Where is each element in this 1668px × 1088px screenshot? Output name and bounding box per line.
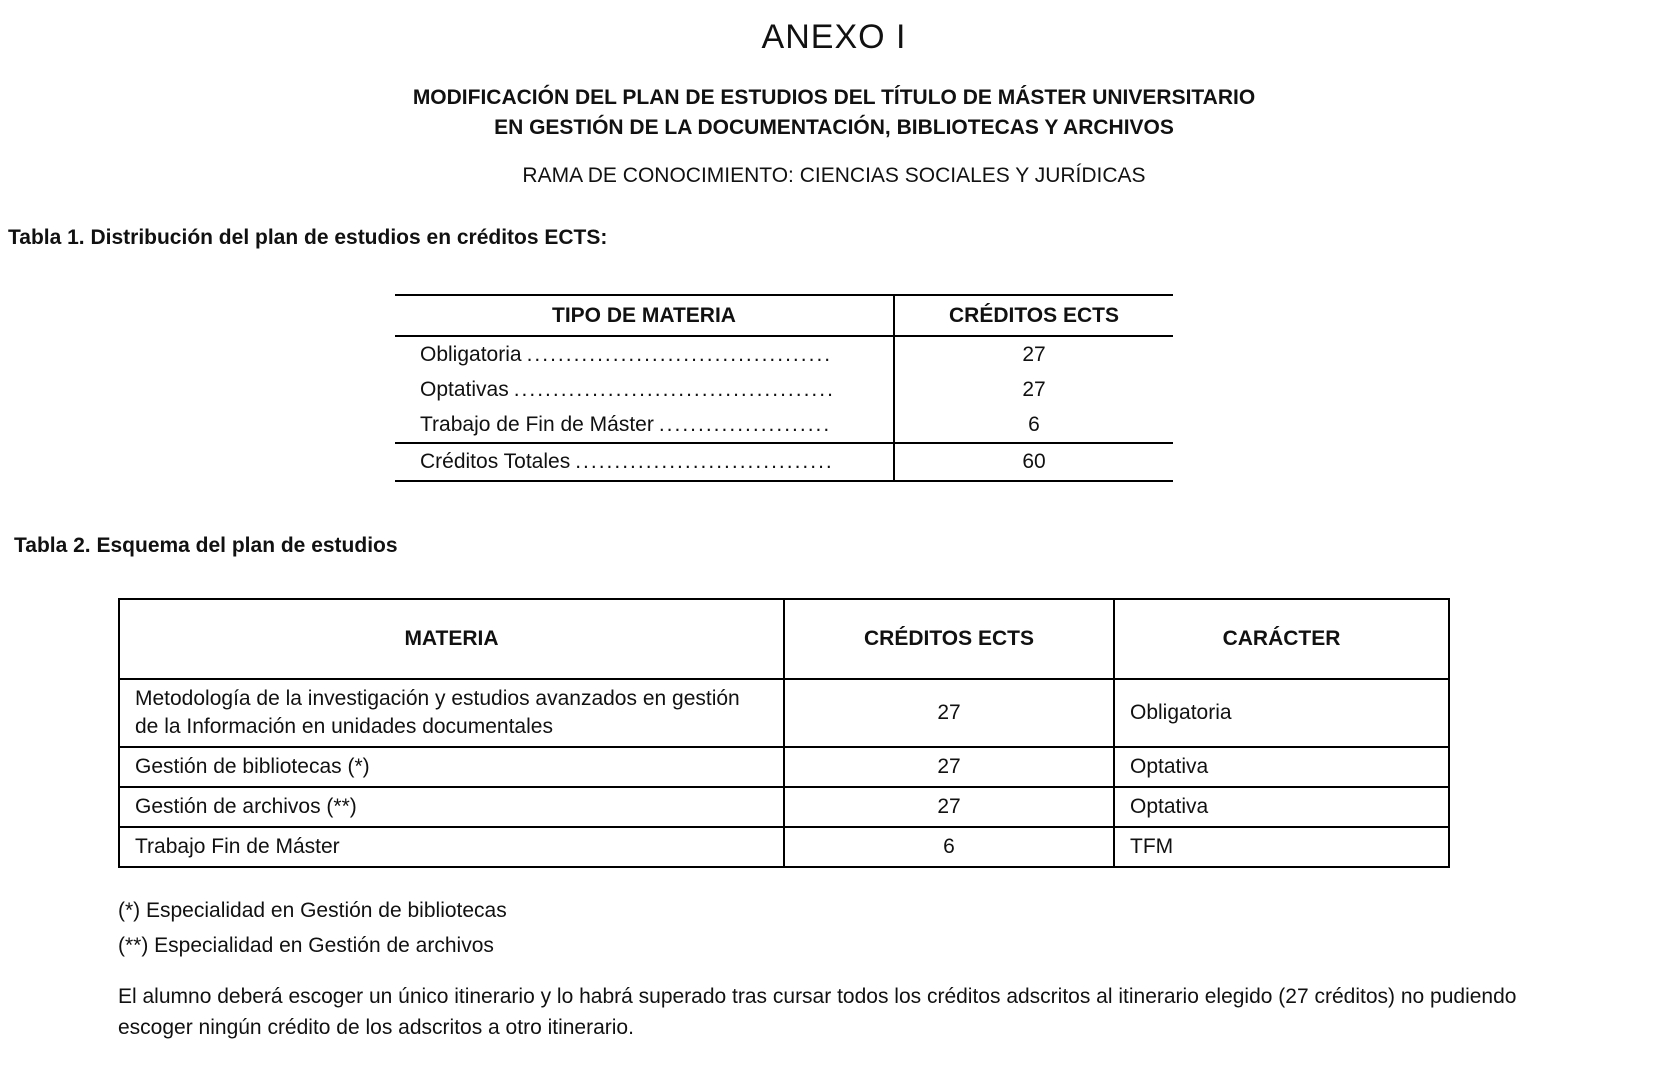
table-row <box>395 372 1173 407</box>
table-row <box>395 407 1173 442</box>
row-label: Obligatoria <box>420 342 522 366</box>
table-row <box>395 337 1173 372</box>
cell-caracter: Obligatoria <box>1114 679 1449 747</box>
document-subtitle <box>0 83 1668 143</box>
cell-caracter: Optativa <box>1114 747 1449 787</box>
table2 <box>118 598 1450 868</box>
row-label: Créditos Totales <box>420 450 571 473</box>
table2-header-creditos-ects: CRÉDITOS ECTS <box>784 599 1114 679</box>
table1-cell-value: 6 <box>1028 412 1040 436</box>
cell-caracter: TFM <box>1114 827 1449 867</box>
cell-creditos: 27 <box>784 747 1114 787</box>
subtitle-line-2: EN GESTIÓN DE LA DOCUMENTACIÓN, BIBLIOTECAS Y ARCHIVOS <box>494 116 1174 139</box>
table2-caption: Tabla 2. Esquema del plan de estudios <box>14 534 398 557</box>
cell-materia: Metodología de la investigación y estudios avanzados en gestión de la Información en unidades documentales <box>119 679 784 747</box>
table1-cell-label <box>395 444 895 480</box>
table1 <box>395 294 1173 482</box>
footnote-archivos: (**) Especialidad en Gestión de archivos <box>118 934 494 957</box>
table2-header-caracter: CARÁCTER <box>1114 599 1449 679</box>
dot-leader <box>575 450 833 474</box>
table1-cell-value: 27 <box>1022 377 1046 401</box>
cell-materia: Trabajo Fin de Máster <box>119 827 784 867</box>
knowledge-branch-line: RAMA DE CONOCIMIENTO: CIENCIAS SOCIALES Y JURÍDICAS <box>522 164 1146 187</box>
dot-leader <box>527 343 833 367</box>
cell-materia: Gestión de archivos (**) <box>119 787 784 827</box>
footnotes <box>118 900 1668 957</box>
table2-header-row <box>119 599 1449 679</box>
table1-header-tipo-de-materia: TIPO DE MATERIA <box>395 296 895 335</box>
cell-materia: Gestión de bibliotecas (*) <box>119 747 784 787</box>
table1-cell-value: 60 <box>1022 450 1046 473</box>
table1-cell-label <box>395 337 895 372</box>
table-row <box>119 679 1449 747</box>
row-label: Optativas <box>420 377 509 401</box>
page-title: ANEXO I <box>761 18 907 56</box>
table-row <box>119 747 1449 787</box>
table-row <box>119 827 1449 867</box>
closing-paragraph: El alumno deberá escoger un único itinerario y lo habrá superado tras cursar todos los créditos adscritos al itinerario elegido (27 créditos) no pudiendo escoger ningún crédito de los adscritos a otro itinerario. <box>118 985 1517 1039</box>
table1-cell-label <box>395 372 895 407</box>
table1-total-row <box>395 442 1173 480</box>
cell-creditos: 6 <box>784 827 1114 867</box>
table1-header-creditos-ects: CRÉDITOS ECTS <box>949 303 1119 327</box>
table2-header-materia: MATERIA <box>119 599 784 679</box>
cell-creditos: 27 <box>784 679 1114 747</box>
cell-caracter: Optativa <box>1114 787 1449 827</box>
dot-leader <box>514 378 833 402</box>
row-label: Trabajo de Fin de Máster <box>420 412 654 436</box>
cell-creditos: 27 <box>784 787 1114 827</box>
table1-cell-label <box>395 407 895 442</box>
footnote-bibliotecas: (*) Especialidad en Gestión de bibliotecas <box>118 899 507 922</box>
table1-cell-value: 27 <box>1022 342 1046 366</box>
subtitle-line-1: MODIFICACIÓN DEL PLAN DE ESTUDIOS DEL TÍTULO DE MÁSTER UNIVERSITARIO <box>412 86 1256 109</box>
dot-leader <box>659 413 833 437</box>
table-row <box>119 787 1449 827</box>
table1-header-row <box>395 296 1173 337</box>
table1-caption: Tabla 1. Distribución del plan de estudios en créditos ECTS: <box>8 226 608 249</box>
